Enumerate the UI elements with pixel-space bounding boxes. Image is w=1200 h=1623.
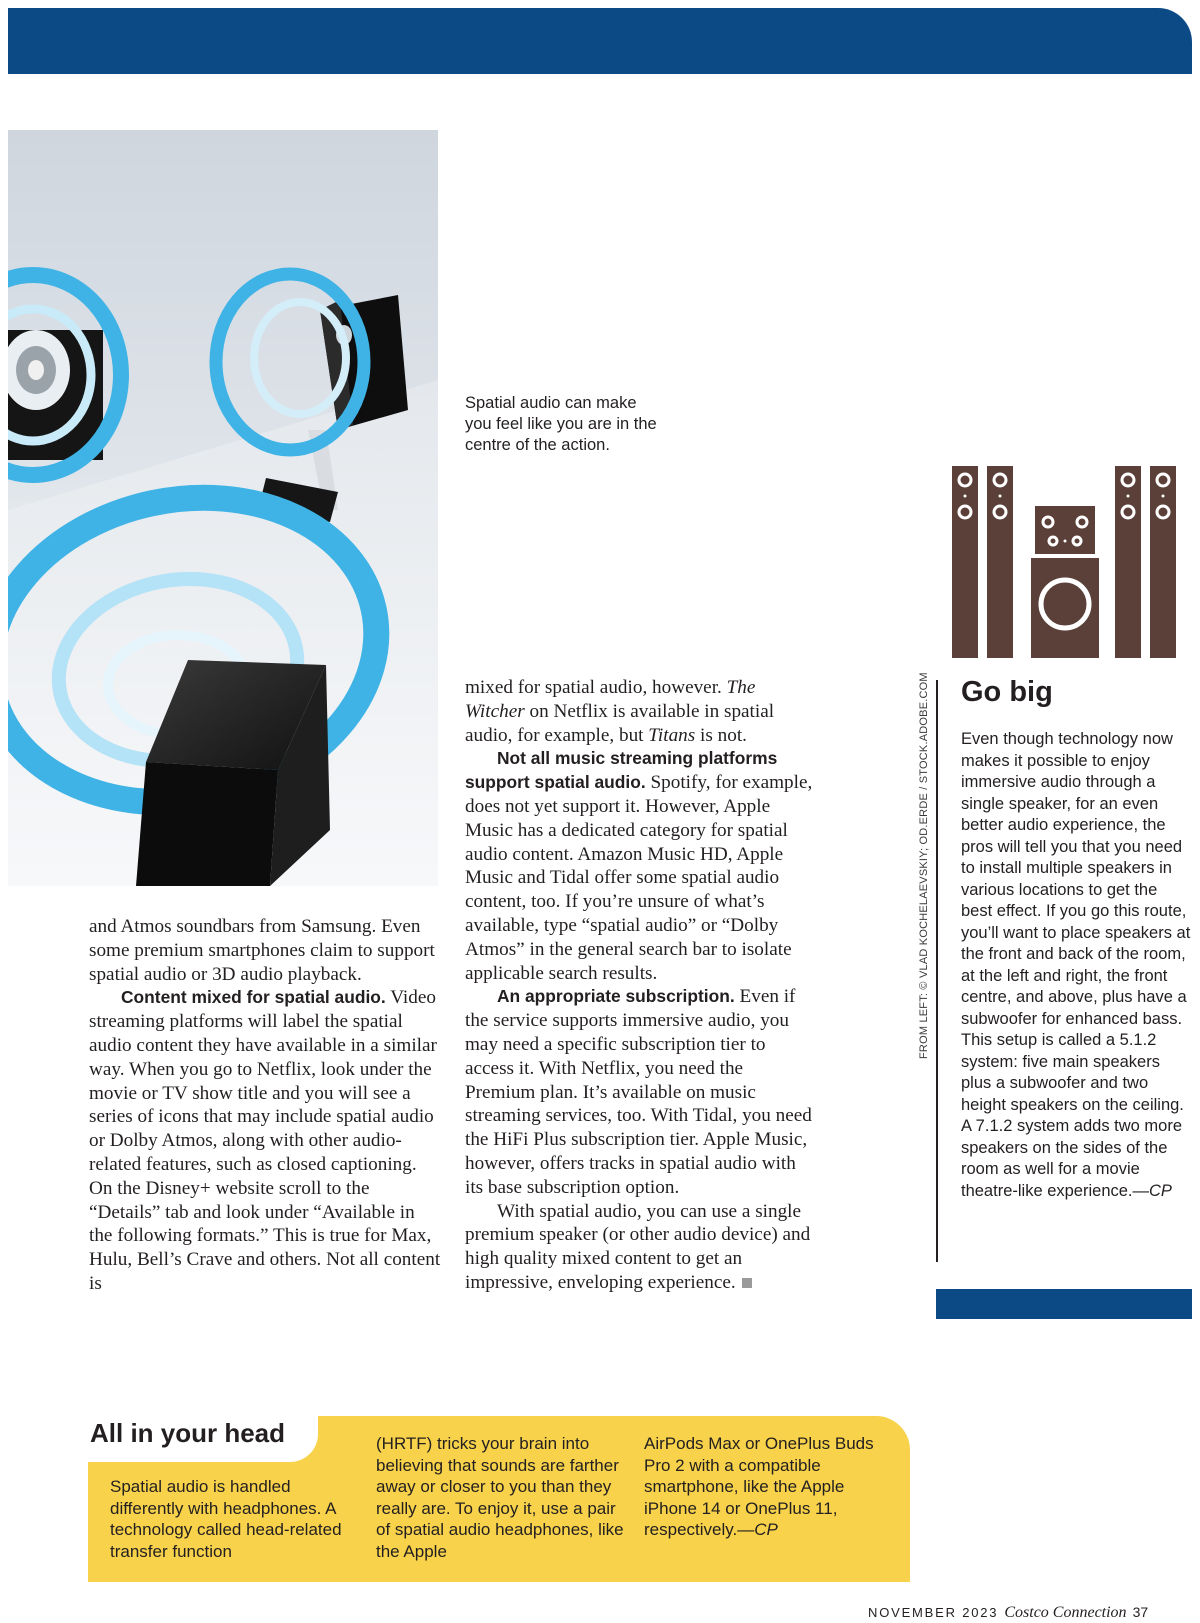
paragraph-text: With spatial audio, you can use a single premium speaker (or other audio device) and high quality mixed content to get an impressive, enveloping experience. bbox=[465, 1200, 811, 1293]
show-title: The Witcher bbox=[465, 677, 756, 722]
paragraph: and Atmos soundbars from Samsung. Even some premium smartphones claim to support spatial audio or 3D audio playback. bbox=[89, 916, 435, 985]
paragraph-text: mixed for spatial audio, however. bbox=[465, 677, 727, 698]
callout-text: Spatial audio is handled differently with headphones. A technology called head-related transfer function bbox=[110, 1477, 342, 1561]
callout-title: All in your head bbox=[90, 1418, 286, 1448]
article-column-middle bbox=[465, 676, 815, 1295]
home-theater-speakers-icon bbox=[952, 466, 1176, 658]
photo-credit: FROM LEFT: © VLAD KOCHELAEVSKIY; OD.ERDE / STOCK.ADOBE.COM bbox=[918, 672, 930, 1059]
end-mark-icon bbox=[742, 1278, 752, 1288]
callout-text bbox=[644, 1433, 894, 1541]
page-folio bbox=[868, 1604, 1194, 1622]
paragraph-text: is not. bbox=[695, 724, 747, 746]
speaker-photo bbox=[8, 130, 438, 886]
paragraph-text: on Netflix is available in spatial audio, for example, but bbox=[465, 700, 775, 746]
paragraph-text: Even if the service supports immersive audio, you may need a specific subscription tier to access it. With Netflix, you need the Premium plan. It’s available on music streaming services, too. With Tidal, you need the HiFi Plus subscription tier. Apple Music, however, offers tracks in spatial audio with its base subscription option. bbox=[465, 986, 812, 1198]
paragraph bbox=[465, 985, 815, 1199]
issue-date: NOVEMBER 2023 bbox=[868, 1605, 999, 1620]
article-column-left bbox=[89, 915, 441, 1296]
callout-text-body: AirPods Max or OnePlus Buds Pro 2 with a compatible smartphone, like the Apple iPhone 14 or OnePlus 11, respectively. bbox=[644, 1434, 874, 1540]
run-in-heading: An appropriate subscription. bbox=[497, 986, 735, 1007]
paragraph bbox=[465, 747, 815, 985]
paragraph bbox=[465, 1200, 815, 1295]
callout-text: (HRTF) tricks your brain into believing that sounds are farther away or closer to you than they really are. To enjoy it, use a pair of spatial audio headphones, like the Apple bbox=[376, 1434, 624, 1561]
run-in-heading: Content mixed for spatial audio. bbox=[121, 987, 386, 1008]
run-in-heading: Not all music streaming platforms support spatial audio. bbox=[465, 748, 778, 793]
sidebar-rule bbox=[936, 680, 938, 1262]
photo-caption: Spatial audio can make you feel like you are in the centre of the action. bbox=[465, 394, 657, 454]
speaker-illustration bbox=[8, 130, 438, 886]
paragraph bbox=[465, 676, 815, 747]
sidebar-signoff: —CP bbox=[1132, 1181, 1172, 1200]
magazine-name: Costco Connection bbox=[1004, 1604, 1127, 1621]
sidebar-title: Go big bbox=[961, 676, 1053, 708]
callout-signoff: —CP bbox=[737, 1520, 778, 1540]
paragraph bbox=[89, 986, 441, 1295]
header-bar bbox=[8, 8, 1192, 74]
paragraph-text: Video streaming platforms will label the spatial audio content they have available in a similar way. When you go to Netflix, look under the movie or TV show title and you will see a series of icons that may include spatial audio or Dolby Atmos, along with other audio-related features, such as closed captioning. On the Disney+ website scroll to the “Details” tab and look under “Available in the following formats.” This is true for Max, Hulu, Bell’s Crave and others. Not all content is bbox=[89, 987, 441, 1294]
show-title: Titans bbox=[648, 724, 696, 746]
sidebar-footer-bar bbox=[936, 1289, 1192, 1319]
sidebar-text: Even though technology now makes it possible to enjoy immersive audio through a single speaker, for an even better audio experience, the pros will tell you that you need to install multiple speakers in various locations to get the best effect. If you go this route, you’ll want to place speakers at the front and back of the room, at the left and right, the front centre, and above, plus have a subwoofer for enhanced bass. This setup is called a 5.1.2 system: five main speakers plus a subwoofer and two height speakers on the ceiling. A 7.1.2 system adds two more speakers on the sides of the room as well for a movie theatre-like experience. bbox=[961, 730, 1191, 1200]
page-number: 37 bbox=[1132, 1604, 1149, 1620]
paragraph-text: Spotify, for example, does not yet support it. However, Apple Music has a dedicated category for spatial audio content. Amazon Music HD, Apple Music and Tidal offer some spatial audio content, too. If you’re unsure of what’s available, type “spatial audio” or “Dolby Atmos” in the general search bar to isolate applicable search results. bbox=[465, 772, 813, 984]
sidebar-body bbox=[961, 729, 1193, 1202]
